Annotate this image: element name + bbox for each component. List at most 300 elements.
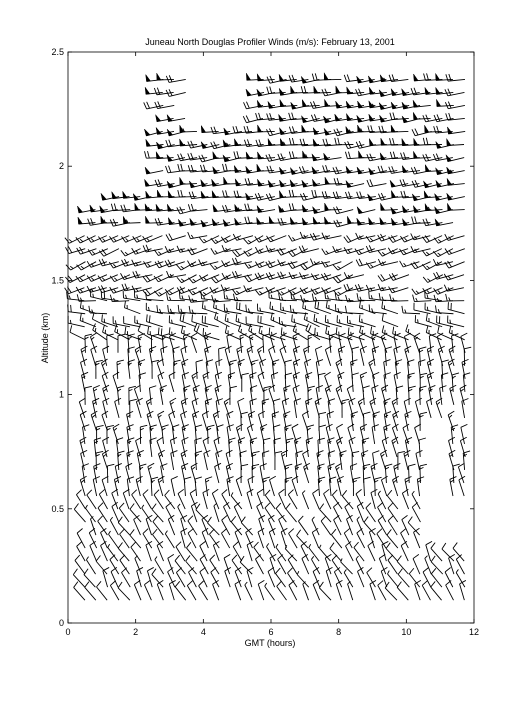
wind-barb bbox=[452, 373, 459, 392]
wind-barb bbox=[360, 424, 366, 444]
barb-staff bbox=[386, 549, 397, 562]
barb-feather bbox=[449, 437, 455, 440]
barb-feather bbox=[405, 480, 408, 482]
barb-feather bbox=[306, 324, 309, 331]
barb-feather bbox=[233, 542, 238, 547]
barb-staff bbox=[426, 545, 431, 561]
barb-feather bbox=[422, 237, 426, 243]
barb-feather bbox=[149, 346, 156, 349]
wind-barb bbox=[213, 580, 219, 600]
barb-feather bbox=[196, 360, 203, 362]
barb-feather bbox=[208, 425, 215, 427]
barb-feather bbox=[304, 290, 307, 293]
barb-feather bbox=[248, 204, 250, 211]
barb-staff bbox=[312, 520, 319, 535]
barb-feather bbox=[293, 372, 299, 375]
barb-feather bbox=[276, 544, 278, 547]
barb-feather bbox=[342, 399, 349, 401]
barb-feather bbox=[189, 192, 191, 199]
barb-feather bbox=[107, 425, 114, 427]
barb-feather bbox=[149, 467, 152, 469]
barb-feather bbox=[176, 265, 181, 270]
barb-feather bbox=[149, 386, 156, 388]
barb-feather bbox=[125, 252, 128, 255]
barb-pennant bbox=[391, 125, 395, 132]
barb-feather bbox=[222, 515, 227, 520]
wind-barb bbox=[447, 139, 464, 146]
wind-barb bbox=[447, 127, 465, 134]
barb-staff bbox=[126, 467, 130, 483]
barb-pennant bbox=[358, 151, 362, 158]
barb-feather bbox=[289, 113, 291, 120]
barb-staff bbox=[382, 321, 398, 327]
wind-barb bbox=[244, 285, 264, 291]
wind-barb bbox=[414, 303, 431, 314]
barb-feather bbox=[192, 310, 193, 314]
barb-feather bbox=[270, 87, 272, 94]
barb-feather bbox=[144, 102, 147, 109]
wind-barb bbox=[241, 412, 248, 431]
wind-barb bbox=[290, 168, 308, 175]
barb-pennant bbox=[290, 217, 295, 224]
barb-feather bbox=[381, 454, 384, 457]
wind-barb bbox=[302, 491, 308, 509]
wind-barb bbox=[202, 316, 219, 327]
barb-staff bbox=[240, 562, 252, 574]
barb-feather bbox=[148, 264, 151, 267]
wind-barb bbox=[281, 450, 287, 470]
barb-feather bbox=[127, 451, 134, 453]
barb-feather bbox=[216, 399, 223, 401]
wind-barb bbox=[445, 102, 465, 109]
wind-barb bbox=[378, 284, 397, 291]
wind-barb bbox=[89, 306, 107, 314]
barb-staff bbox=[401, 546, 408, 561]
barb-feather bbox=[202, 411, 208, 414]
wind-barb bbox=[319, 545, 330, 561]
wind-barb bbox=[357, 293, 375, 301]
barb-staff bbox=[102, 480, 107, 496]
barb-feather bbox=[415, 217, 417, 224]
barb-feather bbox=[91, 239, 94, 242]
wind-barb bbox=[279, 114, 297, 121]
barb-staff bbox=[302, 493, 308, 509]
wind-barb bbox=[111, 204, 130, 211]
barb-feather bbox=[171, 476, 178, 479]
barb-pennant bbox=[246, 152, 251, 159]
wind-barb bbox=[257, 100, 275, 107]
barb-feather bbox=[393, 415, 396, 417]
x-tick-label: 2 bbox=[133, 627, 138, 637]
barb-pennant bbox=[336, 86, 340, 93]
barb-feather bbox=[296, 329, 297, 333]
barb-feather bbox=[448, 102, 451, 109]
barb-staff bbox=[186, 561, 197, 574]
chart-title: Juneau North Douglas Profiler Winds (m/s): February 13, 2001 bbox=[145, 37, 395, 47]
barb-feather bbox=[338, 297, 339, 301]
barb-feather bbox=[440, 386, 447, 388]
barb-staff bbox=[171, 479, 175, 496]
barb-staff bbox=[342, 496, 353, 509]
barb-feather bbox=[137, 480, 140, 482]
wind-barb bbox=[170, 398, 176, 418]
barb-staff bbox=[132, 495, 141, 509]
barb-feather bbox=[229, 438, 236, 440]
barb-staff bbox=[275, 573, 285, 587]
barb-feather bbox=[445, 567, 451, 572]
wind-barb bbox=[211, 236, 231, 244]
barb-feather bbox=[292, 75, 295, 82]
barb-pennant bbox=[325, 203, 329, 210]
wind-barb bbox=[118, 517, 130, 535]
wind-barb bbox=[110, 581, 119, 601]
barb-feather bbox=[370, 265, 373, 268]
barb-feather bbox=[199, 581, 204, 586]
barb-feather bbox=[426, 252, 429, 255]
barb-feather bbox=[370, 179, 373, 186]
wind-barb bbox=[431, 543, 442, 562]
barb-feather bbox=[143, 276, 147, 282]
barb-staff bbox=[431, 574, 442, 587]
y-tick-label: 1 bbox=[59, 390, 64, 400]
barb-feather bbox=[211, 248, 215, 254]
barb-feather bbox=[304, 350, 307, 352]
wind-barb bbox=[433, 249, 453, 257]
barb-pennant bbox=[135, 203, 139, 210]
barb-feather bbox=[139, 464, 146, 466]
barb-feather bbox=[158, 101, 161, 108]
barb-staff bbox=[216, 362, 219, 379]
barb-feather bbox=[352, 451, 359, 453]
wind-barb bbox=[219, 347, 226, 366]
barb-staff bbox=[388, 560, 398, 574]
wind-barb bbox=[344, 272, 364, 278]
barb-feather bbox=[275, 568, 280, 573]
barb-feather bbox=[204, 239, 207, 242]
barb-feather bbox=[146, 289, 151, 294]
y-tick-label: 2.5 bbox=[51, 47, 64, 57]
barb-feather bbox=[248, 350, 251, 352]
wind-barb bbox=[259, 326, 275, 340]
wind-barb bbox=[149, 346, 156, 365]
barb-feather bbox=[183, 315, 184, 322]
barb-feather bbox=[245, 204, 247, 211]
barb-feather bbox=[222, 206, 225, 213]
barb-pennant bbox=[447, 203, 451, 210]
barb-feather bbox=[114, 238, 117, 241]
wind-barb bbox=[236, 314, 252, 327]
barb-feather bbox=[81, 450, 87, 453]
wind-barb bbox=[348, 581, 353, 600]
barb-feather bbox=[450, 350, 453, 352]
wind-barb bbox=[80, 476, 86, 496]
barb-pennant bbox=[257, 206, 262, 213]
barb-feather bbox=[306, 438, 313, 440]
barb-feather bbox=[437, 114, 440, 121]
barb-staff bbox=[85, 587, 96, 600]
barb-staff bbox=[258, 376, 264, 392]
wind-barb bbox=[258, 580, 264, 600]
barb-feather bbox=[92, 251, 95, 254]
barb-feather bbox=[225, 239, 228, 242]
wind-barb bbox=[336, 580, 342, 600]
wind-barb bbox=[187, 261, 207, 267]
barb-staff bbox=[165, 534, 174, 548]
barb-staff bbox=[110, 585, 119, 600]
wind-barb bbox=[90, 205, 108, 212]
wind-barb bbox=[216, 399, 223, 418]
barb-feather bbox=[188, 204, 190, 211]
barb-feather bbox=[69, 239, 72, 241]
barb-pennant bbox=[369, 114, 374, 121]
barb-feather bbox=[292, 237, 295, 240]
barb-feather bbox=[318, 438, 325, 440]
barb-staff bbox=[119, 508, 129, 522]
barb-staff bbox=[233, 546, 242, 561]
wind-barb bbox=[270, 476, 276, 496]
barb-feather bbox=[453, 543, 457, 549]
wind-barb bbox=[167, 115, 185, 122]
barb-feather bbox=[312, 74, 314, 81]
barb-feather bbox=[153, 516, 158, 521]
wind-barb bbox=[440, 386, 447, 405]
wind-barb bbox=[382, 314, 398, 327]
barb-feather bbox=[319, 412, 326, 414]
wind-barb bbox=[205, 477, 212, 496]
wind-barb bbox=[98, 516, 108, 535]
x-tick-label: 4 bbox=[201, 627, 206, 637]
wind-barb bbox=[123, 216, 140, 223]
wind-barb bbox=[345, 306, 363, 314]
wind-barb bbox=[278, 153, 297, 160]
wind-barb bbox=[404, 333, 410, 353]
barb-staff bbox=[235, 571, 241, 587]
wind-barb bbox=[437, 316, 454, 327]
barb-feather bbox=[336, 167, 339, 174]
barb-staff bbox=[269, 532, 274, 548]
barb-feather bbox=[388, 516, 393, 521]
barb-feather bbox=[158, 218, 161, 225]
barb-feather bbox=[157, 305, 158, 312]
wind-barb bbox=[342, 399, 349, 418]
barb-feather bbox=[178, 190, 180, 197]
barb-feather bbox=[315, 190, 317, 197]
wind-barb bbox=[147, 567, 153, 587]
barb-feather bbox=[382, 325, 384, 332]
barb-feather bbox=[245, 217, 247, 224]
wind-barb bbox=[426, 325, 441, 339]
barb-feather bbox=[442, 543, 446, 549]
barb-feather bbox=[225, 402, 228, 405]
barb-pennant bbox=[391, 89, 396, 96]
barb-staff bbox=[268, 571, 275, 587]
barb-feather bbox=[322, 192, 324, 199]
barb-feather bbox=[228, 373, 235, 375]
barb-feather bbox=[246, 115, 249, 121]
barb-staff bbox=[402, 493, 408, 509]
wind-barb bbox=[289, 529, 298, 548]
wind-barb bbox=[427, 398, 433, 418]
barb-feather bbox=[157, 437, 163, 441]
barb-feather bbox=[282, 454, 285, 456]
barb-pennant bbox=[180, 177, 184, 184]
barb-feather bbox=[289, 75, 292, 82]
barb-pennant bbox=[347, 87, 352, 94]
wind-barb bbox=[302, 205, 320, 212]
barb-feather bbox=[110, 295, 112, 302]
barb-feather bbox=[249, 265, 252, 268]
barb-feather bbox=[370, 154, 373, 161]
wind-barb bbox=[378, 502, 386, 522]
barb-pennant bbox=[357, 207, 363, 214]
wind-barb bbox=[253, 451, 260, 470]
barb-feather bbox=[446, 294, 448, 301]
barb-staff bbox=[367, 573, 376, 588]
barb-staff bbox=[311, 559, 319, 574]
barb-feather bbox=[195, 425, 202, 427]
wind-barb bbox=[324, 489, 331, 509]
barb-staff bbox=[325, 350, 330, 366]
wind-barb bbox=[227, 425, 234, 444]
wind-barb bbox=[437, 333, 443, 353]
barb-feather bbox=[169, 75, 172, 82]
barb-pennant bbox=[302, 218, 307, 225]
barb-staff bbox=[260, 466, 263, 483]
wind-barb bbox=[166, 234, 186, 241]
barb-feather bbox=[262, 399, 269, 401]
barb-feather bbox=[114, 289, 117, 292]
barb-feather bbox=[352, 373, 359, 375]
barb-staff bbox=[203, 493, 207, 509]
barb-feather bbox=[400, 249, 404, 255]
wind-barb bbox=[240, 334, 247, 353]
wind-barb bbox=[303, 151, 320, 158]
wind-barb bbox=[93, 385, 100, 405]
wind-barb bbox=[195, 477, 202, 496]
barb-pennant bbox=[312, 167, 317, 174]
wind-barb bbox=[182, 437, 188, 457]
wind-barb bbox=[364, 477, 371, 496]
barb-feather bbox=[65, 247, 68, 253]
barb-feather bbox=[188, 278, 193, 283]
barb-staff bbox=[146, 545, 151, 561]
barb-feather bbox=[225, 326, 226, 333]
barb-feather bbox=[166, 234, 170, 240]
barb-feather bbox=[423, 219, 426, 226]
barb-feather bbox=[392, 273, 396, 279]
wind-barb bbox=[212, 489, 219, 509]
barb-pennant bbox=[234, 165, 239, 172]
barb-staff bbox=[280, 350, 286, 366]
wind-barb bbox=[447, 178, 465, 185]
barb-feather bbox=[240, 451, 247, 453]
wind-barb bbox=[165, 531, 174, 549]
barb-feather bbox=[320, 504, 324, 510]
barb-staff bbox=[423, 572, 431, 587]
barb-feather bbox=[77, 528, 82, 533]
wind-barb bbox=[318, 464, 325, 483]
barb-feather bbox=[315, 328, 316, 335]
wind-barb bbox=[394, 463, 401, 483]
wind-barb bbox=[310, 259, 330, 266]
barb-pennant bbox=[425, 165, 429, 172]
barb-feather bbox=[103, 325, 105, 332]
barb-feather bbox=[360, 297, 361, 301]
barb-feather bbox=[145, 151, 147, 158]
barb-feather bbox=[272, 412, 279, 414]
wind-barb bbox=[319, 582, 331, 600]
wind-barb bbox=[298, 516, 308, 535]
wind-barb bbox=[269, 328, 285, 340]
barb-feather bbox=[224, 554, 230, 558]
barb-staff bbox=[188, 521, 197, 535]
barb-feather bbox=[285, 373, 292, 375]
barb-feather bbox=[248, 240, 251, 242]
barb-feather bbox=[326, 326, 327, 333]
barb-feather bbox=[154, 88, 156, 95]
barb-feather bbox=[265, 490, 270, 495]
barb-staff bbox=[227, 427, 229, 444]
barb-feather bbox=[304, 86, 306, 93]
barb-feather bbox=[188, 232, 191, 239]
barb-feather bbox=[427, 290, 430, 293]
barb-feather bbox=[295, 464, 302, 467]
barb-feather bbox=[108, 544, 110, 547]
barb-staff bbox=[99, 494, 107, 509]
barb-feather bbox=[385, 347, 392, 349]
barb-staff bbox=[110, 520, 118, 535]
wind-barb bbox=[278, 260, 298, 266]
wind-barb bbox=[247, 489, 253, 509]
barb-feather bbox=[91, 411, 97, 415]
barb-feather bbox=[290, 305, 291, 312]
barb-staff bbox=[413, 559, 420, 575]
barb-feather bbox=[397, 556, 401, 562]
barb-feather bbox=[237, 151, 239, 158]
wind-barb bbox=[442, 543, 454, 561]
barb-feather bbox=[186, 555, 190, 561]
barb-feather bbox=[412, 129, 415, 135]
barb-staff bbox=[377, 534, 386, 548]
barb-feather bbox=[126, 238, 129, 241]
wind-barb bbox=[405, 411, 412, 431]
x-axis-label: GMT (hours) bbox=[245, 638, 296, 648]
barb-feather bbox=[420, 467, 423, 469]
wind-barb bbox=[81, 346, 87, 366]
barb-feather bbox=[251, 328, 252, 332]
barb-feather bbox=[259, 350, 262, 353]
barb-feather bbox=[337, 476, 343, 479]
barb-feather bbox=[433, 259, 436, 265]
wind-barb bbox=[169, 580, 175, 600]
barb-feather bbox=[117, 386, 124, 388]
barb-feather bbox=[347, 284, 350, 291]
wind-barb bbox=[196, 504, 208, 522]
barb-feather bbox=[269, 328, 270, 335]
wind-barb bbox=[379, 554, 385, 574]
barb-feather bbox=[315, 346, 321, 349]
barb-feather bbox=[356, 260, 359, 266]
barb-staff bbox=[415, 428, 420, 444]
wind-barb bbox=[360, 325, 375, 339]
barb-feather bbox=[461, 424, 468, 427]
barb-staff bbox=[398, 574, 409, 587]
barb-feather bbox=[159, 415, 162, 417]
wind-barb bbox=[391, 191, 408, 198]
barb-feather bbox=[420, 350, 423, 352]
wind-barb bbox=[275, 451, 282, 470]
barb-feather bbox=[288, 235, 292, 241]
